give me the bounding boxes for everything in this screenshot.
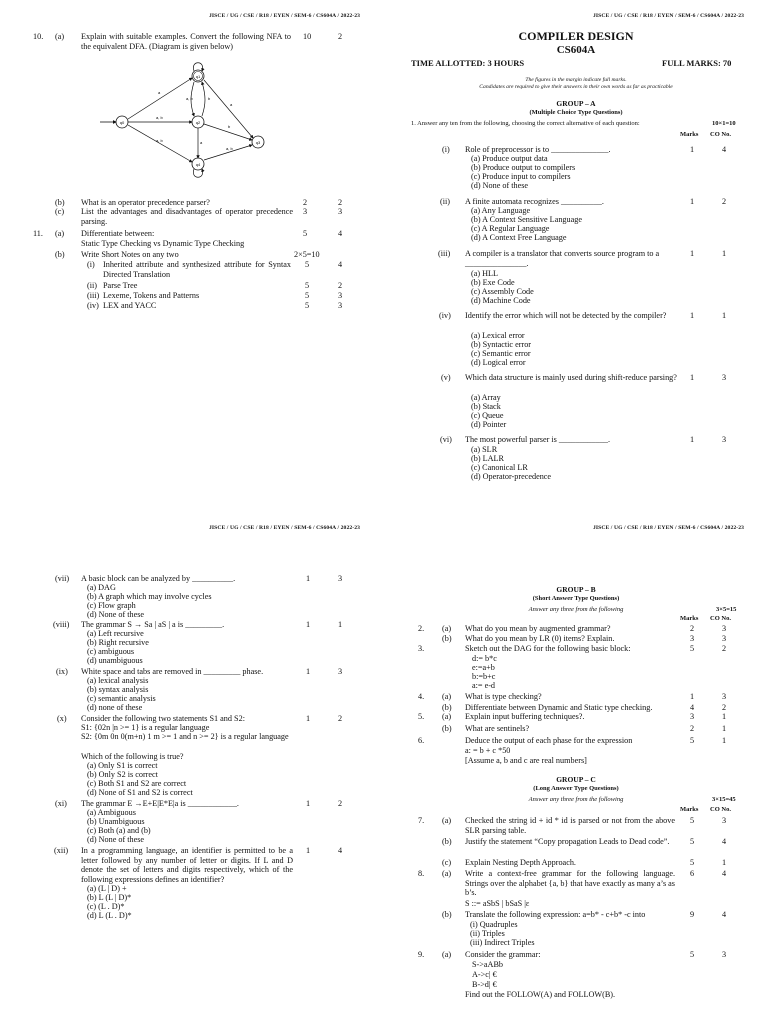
- part-label: (a): [442, 816, 452, 825]
- page-4: [0, 0, 384, 512]
- svg-text:a, b: a, b: [226, 146, 233, 151]
- co-number: 3: [722, 373, 727, 382]
- state-q3: [252, 136, 264, 148]
- marks: 2: [303, 198, 308, 207]
- svg-text:a, b: a, b: [156, 138, 163, 143]
- sub-item-number: (iv): [87, 301, 99, 310]
- option: (c) Both S1 and S2 are correct: [87, 779, 187, 788]
- page-header: JISCE / UG / CSE / R18 / EYEN / SEM-6 / CS604A / 2022-23: [208, 13, 360, 19]
- sub-item-number: (i): [87, 260, 95, 269]
- statement: S2: {0m 0n 0(m+n) 1 m >= 1 and n >= 2} is a regular language: [81, 732, 289, 741]
- option: (c) Assembly Code: [471, 287, 534, 296]
- group-instruction: Answer any three from the following: [528, 796, 624, 803]
- total-marks: 3×15=45: [712, 796, 736, 803]
- option: (a) Lexical error: [471, 331, 525, 340]
- marks: 5: [305, 291, 310, 300]
- time-allotted: TIME ALLOTTED: 3 HOURS: [411, 58, 525, 68]
- question-text: Differentiate between:: [81, 229, 155, 238]
- part-label: (a): [442, 869, 452, 878]
- co-number: 1: [338, 620, 343, 629]
- co-number: 3: [338, 574, 343, 583]
- question-number: 5.: [418, 712, 425, 721]
- question-text: Write a context-free grammar for the following language. Strings over the alphabet {a, b} that have exactly as many a’s as b’s.: [465, 869, 675, 898]
- svg-text:a, b: a, b: [156, 115, 163, 120]
- sub-item: (ii) Triples: [470, 929, 505, 938]
- option: (d) unambiguous: [87, 656, 143, 665]
- marks: 1: [690, 145, 695, 154]
- question-number: 6.: [418, 736, 425, 745]
- option: (b) A graph which may involve cycles: [87, 592, 212, 601]
- item-text: Role of preprocessor is to ______________.: [465, 145, 611, 154]
- marks: 1: [306, 714, 311, 723]
- option: (d) L (L . D)*: [87, 911, 132, 920]
- item-text: The grammar S → Sa | aS | a is _________.: [81, 620, 225, 629]
- marks-header: Marks: [680, 131, 699, 138]
- question-text: What do you mean by augmented grammar?: [465, 624, 611, 633]
- option: (a) DAG: [87, 583, 116, 592]
- part-label: (b): [55, 198, 65, 207]
- co-number: 3: [722, 435, 727, 444]
- expression-note: [Assume a, b and c are real numbers]: [465, 756, 587, 765]
- grammar-line: B->d| €: [472, 980, 497, 989]
- state-q0: [116, 116, 128, 128]
- option: (d) none of these: [87, 703, 143, 712]
- item-text: A finite automata recognizes __________.: [465, 197, 604, 206]
- co-number: 1: [722, 724, 727, 733]
- option: (c) Produce input to compilers: [471, 172, 571, 181]
- sub-item: (iii) Indirect Triples: [470, 938, 535, 947]
- co-header: CO No.: [710, 131, 731, 138]
- statement: S1: {02n |n >= 1} is a regular language: [81, 723, 210, 732]
- group-subtitle: (Short Answer Type Questions): [532, 595, 620, 602]
- state-q2: [192, 116, 204, 128]
- page-2: [0, 512, 384, 1024]
- part-label: (a): [442, 712, 452, 721]
- marks: 2: [690, 724, 695, 733]
- marks: 9: [690, 910, 695, 919]
- marks: 1: [690, 249, 695, 258]
- question-number: 7.: [418, 816, 425, 825]
- question-text: What do you mean by LR (0) items? Explain.: [465, 634, 615, 643]
- marks-header: Marks: [680, 806, 699, 813]
- item-text: White space and tabs are removed in _________ phase.: [81, 667, 264, 676]
- page-3: [384, 512, 768, 1024]
- co-number: 2: [722, 644, 727, 653]
- question-text: Consider the grammar:: [465, 950, 541, 959]
- item-text: The grammar E →E+E|E*E|a is ____________.: [81, 799, 239, 808]
- option: (b) LALR: [471, 454, 504, 463]
- marks: 5: [690, 816, 695, 825]
- question-text: Explain Nesting Depth Approach.: [465, 858, 576, 867]
- item-number: (v): [441, 373, 451, 382]
- question-text: Write Short Notes on any two: [81, 250, 179, 259]
- co-number: 4: [338, 229, 343, 238]
- option: (b) Syntactic error: [471, 340, 532, 349]
- item-number: (ii): [440, 197, 451, 206]
- grammar-line: S ::= aSbS | bSaS |ε: [465, 899, 530, 908]
- question-number: 10.: [33, 32, 44, 41]
- co-number: 3: [338, 291, 343, 300]
- item-number: (xi): [55, 799, 67, 808]
- expression: a: = b + c *50: [465, 746, 511, 755]
- exam-title: COMPILER DESIGN: [518, 29, 634, 43]
- part-label: (a): [442, 950, 452, 959]
- marks: 3: [690, 712, 695, 721]
- option: (c) Flow graph: [87, 601, 136, 610]
- co-number: 2: [338, 714, 343, 723]
- co-number: 3: [338, 667, 343, 676]
- option: (d) None of these: [471, 181, 529, 190]
- part-label: (b): [442, 724, 452, 733]
- co-header: CO No.: [710, 615, 731, 622]
- marks: 5: [690, 858, 695, 867]
- option: (a) SLR: [471, 445, 498, 454]
- sub-item-text: Parse Tree: [103, 281, 138, 290]
- question-number: 11.: [33, 229, 43, 238]
- marks: 1: [306, 799, 311, 808]
- item-text: A compiler is a translator that converts source program to a _______________.: [465, 249, 660, 268]
- group-instruction: Answer any three from the following: [528, 606, 624, 613]
- option: (d) None of these: [87, 835, 145, 844]
- option: (d) Logical error: [471, 358, 526, 367]
- co-number: 1: [722, 712, 727, 721]
- exam-code: CS604A: [556, 44, 596, 56]
- sub-item-number: (ii): [87, 281, 98, 290]
- co-number: 2: [338, 799, 343, 808]
- co-number: 4: [338, 260, 343, 269]
- question-text: What are sentinels?: [465, 724, 530, 733]
- option: (a) Left recursive: [87, 629, 144, 638]
- question-text: What is type checking?: [465, 692, 542, 701]
- co-number: 3: [722, 624, 727, 633]
- page-header: JISCE / UG / CSE / R18 / EYEN / SEM-6 / CS604A / 2022-23: [592, 13, 744, 19]
- instruction-note: The figures in the margin indicate full marks.: [525, 77, 627, 83]
- statement: Which of the following is true?: [81, 752, 184, 761]
- option: (c) Queue: [471, 411, 504, 420]
- svg-text:a, b: a, b: [186, 96, 193, 101]
- option: (b) Exe Code: [471, 278, 515, 287]
- question-number: 4.: [418, 692, 425, 701]
- co-number: 2: [722, 703, 727, 712]
- code-line: e:=a+b: [472, 663, 495, 672]
- part-label: (b): [55, 250, 65, 259]
- question-text: Differentiate between Dynamic and Static type checking.: [465, 703, 653, 712]
- item-number: (ix): [56, 667, 68, 676]
- question-instruction: 1. Answer any ten from the following, choosing the correct alternative of each question:: [411, 120, 640, 127]
- group-subtitle: (Long Answer Type Questions): [533, 785, 619, 792]
- question-text: Explain input buffering techniques?.: [465, 712, 585, 721]
- question-text: Checked the string id + id * id is parsed or not from the above SLR parsing table.: [465, 816, 675, 835]
- question-number: 9.: [418, 950, 425, 959]
- option: (b) Right recursive: [87, 638, 149, 647]
- co-number: 1: [722, 311, 727, 320]
- item-number: (vii): [55, 574, 70, 583]
- marks: 6: [690, 869, 695, 878]
- svg-text:a: a: [230, 102, 233, 107]
- part-label: (b): [442, 837, 452, 846]
- svg-text:a: a: [200, 140, 203, 145]
- marks: 5: [690, 736, 695, 745]
- question-text: List the advantages and disadvantages of operator precedence parsing.: [81, 207, 293, 226]
- group-title: GROUP – C: [556, 775, 596, 784]
- item-number: (i): [442, 145, 450, 154]
- marks: 1: [306, 620, 311, 629]
- marks: 5: [690, 950, 695, 959]
- group-subtitle: (Multiple Choice Type Questions): [529, 109, 623, 116]
- co-number: 4: [722, 869, 727, 878]
- item-text: A basic block can be analyzed by __________.: [81, 574, 236, 583]
- co-number: 3: [722, 950, 727, 959]
- option: (b) Unambiguous: [87, 817, 145, 826]
- part-label: (b): [442, 634, 452, 643]
- option: (d) A Context Free Language: [471, 233, 567, 242]
- option: (a) Array: [471, 393, 501, 402]
- page-header: JISCE / UG / CSE / R18 / EYEN / SEM-6 / CS604A / 2022-23: [592, 525, 744, 531]
- co-number: 3: [722, 692, 727, 701]
- co-number: 2: [338, 281, 343, 290]
- marks-header: Marks: [680, 615, 699, 622]
- question-text: Justify the statement “Copy propagation Leads to Dead code”.: [465, 837, 670, 846]
- page-header: JISCE / UG / CSE / R18 / EYEN / SEM-6 / CS604A / 2022-23: [208, 525, 360, 531]
- option: (d) Operator-precedence: [471, 472, 552, 481]
- co-number: 1: [722, 249, 727, 258]
- co-number: 4: [722, 837, 727, 846]
- marks: 5: [305, 301, 310, 310]
- question-number: 2.: [418, 624, 425, 633]
- marks: 10: [303, 32, 312, 41]
- co-header: CO No.: [710, 806, 731, 813]
- option: (b) Produce output to compilers: [471, 163, 576, 172]
- co-number: 2: [338, 198, 343, 207]
- option: (a) HLL: [471, 269, 499, 278]
- marks: 2×5=10: [294, 250, 320, 259]
- option: (b) A Context Sensitive Language: [471, 215, 582, 224]
- marks: 1: [690, 197, 695, 206]
- svg-text:b: b: [208, 96, 211, 101]
- item-number: (iv): [439, 311, 451, 320]
- nfa-diagram: [100, 58, 270, 188]
- marks: 1: [306, 574, 311, 583]
- grammar-line: S->aABb: [472, 960, 503, 969]
- part-label: (c): [55, 207, 65, 216]
- marks: 3: [690, 634, 695, 643]
- sub-item-text: LEX and YACC: [103, 301, 157, 310]
- item-number: (iii): [438, 249, 451, 258]
- co-number: 2: [722, 197, 727, 206]
- marks: 4: [690, 703, 695, 712]
- marks: 5: [305, 281, 310, 290]
- option: (b) Only S2 is correct: [87, 770, 158, 779]
- item-text: Consider the following two statements S1 and S2:: [81, 714, 245, 723]
- option: (c) A Regular Language: [471, 224, 550, 233]
- question-text: Deduce the output of each phase for the expression: [465, 736, 633, 745]
- part-label: (a): [442, 624, 452, 633]
- option: (b) L (L | D)*: [87, 893, 132, 902]
- group-title: GROUP – A: [556, 99, 596, 108]
- svg-text:a: a: [158, 90, 161, 95]
- total-marks: 10×1=10: [712, 120, 736, 127]
- svg-text:q2: q2: [195, 120, 201, 125]
- sub-item-text: Lexeme, Tokens and Patterns: [103, 291, 200, 300]
- question-number: 3.: [418, 644, 425, 653]
- co-number: 4: [338, 846, 343, 855]
- co-number: 3: [722, 816, 727, 825]
- question-text: Translate the following expression: a=b* - c+b* -c into: [465, 910, 646, 919]
- item-text: Identify the error which will not be detected by the compiler?: [465, 311, 667, 320]
- co-number: 2: [338, 32, 343, 41]
- marks: 1: [690, 435, 695, 444]
- svg-text:q0: q0: [119, 120, 125, 125]
- question-text: Sketch out the DAG for the following basic block:: [465, 644, 631, 653]
- sub-item-number: (iii): [87, 291, 100, 300]
- question-number: 8.: [418, 869, 425, 878]
- part-label: (b): [442, 703, 452, 712]
- part-label: (b): [442, 910, 452, 919]
- item-text: The most powerful parser is ____________.: [465, 435, 611, 444]
- option: (a) (L | D) +: [87, 884, 127, 893]
- marks: 2: [690, 624, 695, 633]
- item-text: In a programming language, an identifier is permitted to be a letter followed by any number of letter or digits. If L and D denote the set of letters and digits respectively, which of the following expressions defines an identifier?: [81, 846, 293, 884]
- total-marks: 3×5=15: [716, 606, 737, 613]
- marks: 1: [306, 846, 311, 855]
- option: (a) Produce output data: [471, 154, 548, 163]
- option: (c) Semantic error: [471, 349, 531, 358]
- option: (d) None of these: [87, 610, 145, 619]
- marks: 1: [690, 373, 695, 382]
- state-q4: [192, 158, 204, 170]
- option: (c) Both (a) and (b): [87, 826, 151, 835]
- question-text: Find out the FOLLOW(A) and FOLLOW(B).: [465, 990, 616, 999]
- option: (d) Pointer: [471, 420, 507, 429]
- co-number: 3: [338, 301, 343, 310]
- item-number: (viii): [53, 620, 70, 629]
- co-number: 3: [722, 634, 727, 643]
- marks: 5: [305, 260, 310, 269]
- code-line: a:= e-d: [472, 681, 496, 690]
- group-title: GROUP – B: [556, 585, 596, 594]
- question-text: Static Type Checking vs Dynamic Type Checking: [81, 239, 245, 248]
- option: (c) (L . D)*: [87, 902, 125, 911]
- page-1: [384, 0, 768, 512]
- co-number: 4: [722, 145, 727, 154]
- co-number: 1: [722, 858, 727, 867]
- option: (a) Ambiguous: [87, 808, 136, 817]
- option: (b) syntax analysis: [87, 685, 149, 694]
- co-number: 3: [338, 207, 343, 216]
- marks: 5: [690, 644, 695, 653]
- option: (a) Any Language: [471, 206, 531, 215]
- marks: 5: [303, 229, 308, 238]
- co-number: 1: [722, 736, 727, 745]
- marks: 1: [690, 692, 695, 701]
- svg-text:b: b: [228, 124, 231, 129]
- svg-text:q3: q3: [255, 140, 261, 145]
- option: (d) None of S1 and S2 is correct: [87, 788, 193, 797]
- marks: 1: [306, 667, 311, 676]
- marks: 5: [690, 837, 695, 846]
- option: (c) Canonical LR: [471, 463, 528, 472]
- svg-text:q1: q1: [195, 74, 201, 79]
- part-label: (a): [442, 692, 452, 701]
- sub-item: (i) Quadruples: [470, 920, 518, 929]
- marks: 1: [690, 311, 695, 320]
- code-line: d:= b*c: [472, 654, 497, 663]
- option: (a) Only S1 is correct: [87, 761, 158, 770]
- svg-text:q4: q4: [195, 162, 201, 167]
- code-line: b:=b+c: [472, 672, 496, 681]
- option: (c) ambiguous: [87, 647, 135, 656]
- marks: 3: [303, 207, 308, 216]
- part-label: (a): [55, 32, 65, 41]
- question-text: Explain with suitable examples. Convert the following NFA to the equivalent DFA. (Diagram is given below): [81, 32, 291, 51]
- sub-item-text: Inherited attribute and synthesized attribute for Syntax Directed Translation: [103, 260, 291, 279]
- grammar-line: A->c| €: [472, 970, 497, 979]
- part-label: (c): [442, 858, 452, 867]
- instruction-note: Candidates are required to give their answers in their own words as far as practicable: [479, 84, 673, 90]
- state-q1: [192, 70, 204, 82]
- option: (b) Stack: [471, 402, 501, 411]
- question-text: What is an operator precedence parser?: [81, 198, 210, 207]
- full-marks: FULL MARKS: 70: [662, 58, 732, 68]
- part-label: (a): [55, 229, 65, 238]
- item-number: (x): [57, 714, 67, 723]
- option: (d) Machine Code: [471, 296, 531, 305]
- option: (c) semantic analysis: [87, 694, 156, 703]
- item-text: Which data structure is mainly used during shift-reduce parsing?: [465, 373, 677, 382]
- co-number: 4: [722, 910, 727, 919]
- item-number: (xii): [54, 846, 69, 855]
- option: (a) lexical analysis: [87, 676, 149, 685]
- item-number: (vi): [440, 435, 452, 444]
